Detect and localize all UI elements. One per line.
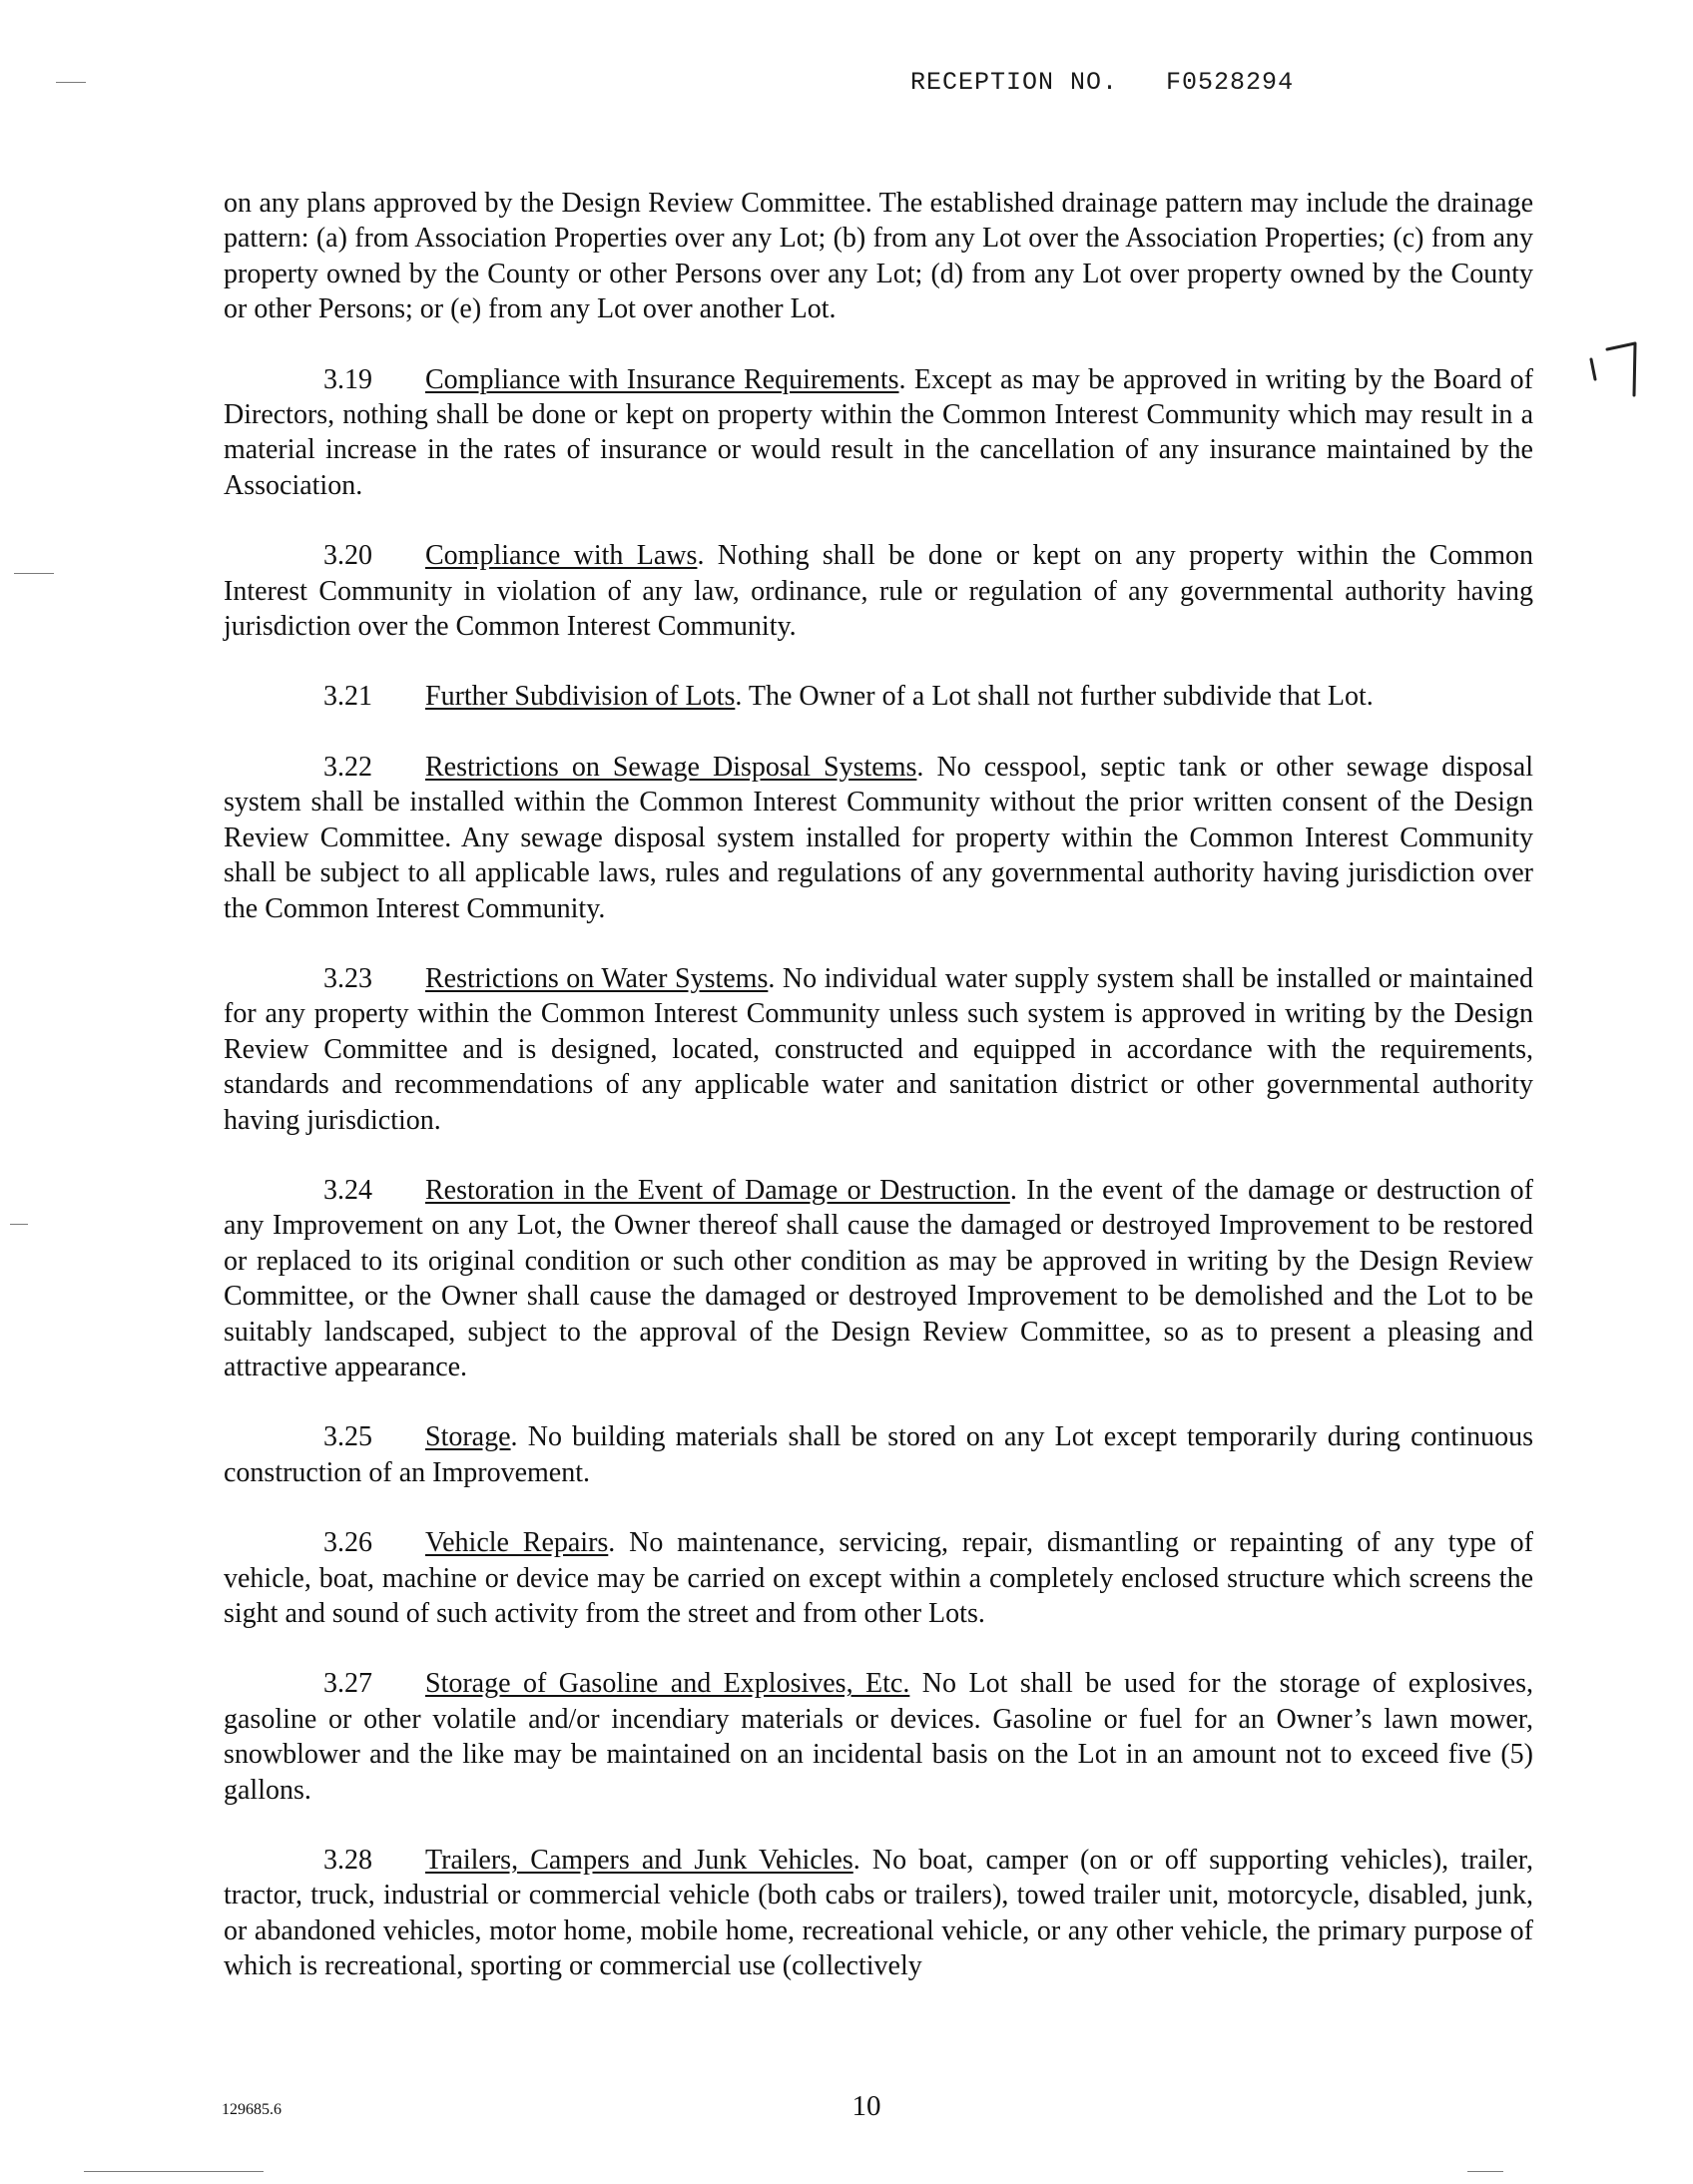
section-title: Compliance with Insurance Requirements <box>425 363 899 395</box>
section-body: . No building materials shall be stored on any Lot except temporarily during continuous construction of an Improvement. <box>224 1421 1533 1488</box>
section-body: . Nothing shall be done or kept on any property within the Common Interest Community in violation of any law, ordinance, rule or regulation of any governmental authority having jurisdiction over the Common Interest Community. <box>224 540 1533 643</box>
document-body <box>224 186 1533 2019</box>
section-3-28 <box>224 1843 1533 1984</box>
section-body: . In the event of the damage or destruction of any Improvement on any Lot, the Owner thereof shall cause the damaged or destroyed Improvement to be restored or replaced to its original condition or such other condition as may be approved in writing by the Design Review Committee, or the Owner shall cause the damaged or destroyed Improvement to be demolished and the Lot to be suitably landscaped, subject to the approval of the Design Review Committee, so as to present a pleasing and attractive appearance. <box>224 1174 1534 1382</box>
section-3-21 <box>224 679 1533 714</box>
section-body: . The Owner of a Lot shall not further subdivide that Lot. <box>735 681 1374 713</box>
section-3-22 <box>224 750 1533 926</box>
section-body: No Lot shall be used for the storage of explosives, gasoline or other volatile and/or incendiary materials or devices. Gasoline or fuel for an Owner’s lawn mower, snowblower and the like may be maintained on an incidental basis on the Lot in an amount not to exceed five (5) gallons. <box>224 1668 1533 1806</box>
footer-document-id: 129685.6 <box>222 2101 282 2118</box>
section-number: 3.19 <box>323 363 372 395</box>
section-number: 3.25 <box>323 1421 372 1453</box>
section-number: 3.22 <box>323 751 372 783</box>
section-title: Restrictions on Sewage Disposal Systems <box>425 751 917 783</box>
section-3-23 <box>224 961 1533 1138</box>
page-number: 10 <box>851 2090 881 2122</box>
section-number: 3.20 <box>323 540 372 572</box>
section-number: 3.24 <box>323 1174 372 1206</box>
section-body: . No boat, camper (on or off supporting vehicles), trailer, tractor, truck, industrial or commercial vehicle (both cabs or trailers), towed trailer unit, motorcycle, disabled, junk, or abandoned vehicles, motor home, mobile home, recreational vehicle, or any other vehicle, the primary purpose of which is recreational, sporting or commercial use (collectively <box>224 1845 1533 1982</box>
scan-speck <box>14 573 54 574</box>
section-number: 3.23 <box>323 962 372 994</box>
section-3-27 <box>224 1666 1533 1808</box>
section-title: Storage of Gasoline and Explosives, Etc. <box>425 1668 910 1700</box>
section-title: Vehicle Repairs <box>425 1527 609 1559</box>
section-title: Trailers, Campers and Junk Vehicles <box>425 1845 853 1877</box>
scan-speck <box>84 2171 264 2172</box>
handwritten-page-mark <box>1585 339 1641 401</box>
reception-label: RECEPTION NO. <box>910 68 1119 97</box>
section-body: . No maintenance, servicing, repair, dismantling or repainting of any type of vehicle, boat, machine or device may be carried on except within a completely enclosed structure which screens the sight and sound of such activity from the street and from other Lots. <box>224 1527 1533 1629</box>
section-body: . No individual water supply system shall be installed or maintained for any property within the Common Interest Community unless such system is approved in writing by the Design Review Committee and is designed, located, constructed and equipped in accordance with the requirements, standards and recommendations of any applicable water and sanitation district or other governmental authority having jurisdiction. <box>224 962 1533 1136</box>
section-number: 3.21 <box>323 681 372 713</box>
section-body: . Except as may be approved in writing by the Board of Directors, nothing shall be done or kept on property within the Common Interest Community which may result in a material increase in the rates of insurance or would result in the cancellation of any insurance maintained by the Association. <box>224 363 1534 501</box>
section-number: 3.26 <box>323 1527 372 1559</box>
section-3-26 <box>224 1525 1533 1631</box>
section-title: Restrictions on Water Systems <box>425 962 769 994</box>
reception-stamp <box>910 68 1294 97</box>
section-number: 3.28 <box>323 1845 372 1877</box>
section-title: Restoration in the Event of Damage or Destruction <box>425 1174 1010 1206</box>
section-3-20 <box>224 538 1533 644</box>
section-3-24 <box>224 1173 1533 1384</box>
scan-speck <box>56 82 86 83</box>
section-title: Further Subdivision of Lots <box>425 681 736 713</box>
section-3-19 <box>224 362 1533 504</box>
section-title: Compliance with Laws <box>425 540 698 572</box>
intro-paragraph: on any plans approved by the Design Review Committee. The established drainage pattern may include the drainage pattern: (a) from Association Properties over any Lot; (b) from any Lot over the Association Properties; (c) from any property owned by the County or other Persons over any Lot; (d) from any Lot over property owned by the County or other Persons; or (e) from any Lot over another Lot. <box>224 188 1533 325</box>
section-body: . No cesspool, septic tank or other sewage disposal system shall be installed within the Common Interest Community without the prior written consent of the Design Review Committee. Any sewage disposal system installed for property within the Common Interest Community shall be subject to all applicable laws, rules and regulations of any governmental authority having jurisdiction over the Common Interest Community. <box>224 751 1534 924</box>
scan-speck <box>10 1224 28 1225</box>
reception-number: F0528294 <box>1166 68 1295 97</box>
section-3-25 <box>224 1419 1533 1490</box>
section-number: 3.27 <box>323 1668 372 1700</box>
section-title: Storage <box>425 1421 511 1453</box>
scan-speck <box>1467 2171 1503 2172</box>
